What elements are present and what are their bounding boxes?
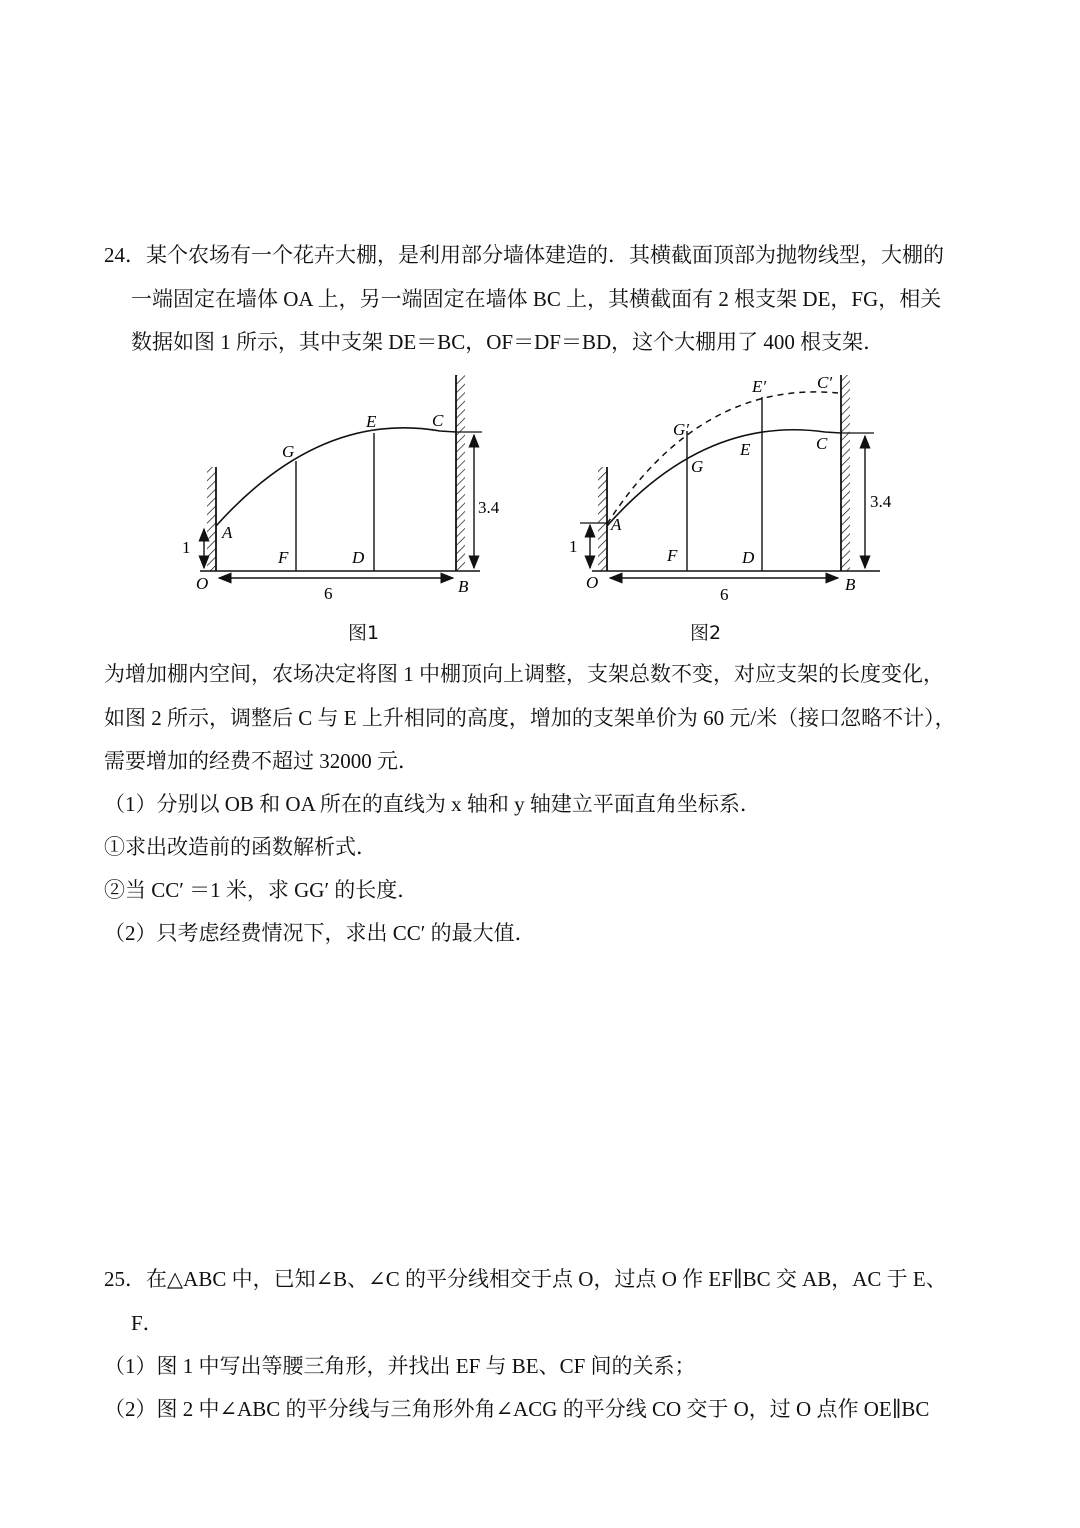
wall-BC-hatch xyxy=(841,375,850,571)
wall-OA-hatch xyxy=(207,467,216,571)
label-G: G xyxy=(691,457,704,476)
label-A: A xyxy=(611,515,622,534)
raised-parabola-roof xyxy=(607,392,838,524)
figure-1-caption: 图1 xyxy=(348,622,380,644)
dim-width-value: 6 xyxy=(720,585,729,604)
q25-line-1: 25．在△ABC 中，已知∠B、∠C 的平分线相交于点 O，过点 O 作 EF∥BC 交 AB，AC 于 E、 xyxy=(104,1267,947,1291)
wall-OA-hatch xyxy=(598,467,607,571)
wall-BC-hatch xyxy=(456,375,465,571)
q24-part-1: （1）分别以 OB 和 OA 所在的直线为 x 轴和 y 轴建立平面直角坐标系． xyxy=(104,792,761,816)
label-G-prime: G′ xyxy=(673,420,689,439)
q24-line-1: 24．某个农场有一个花卉大棚，是利用部分墙体建造的．其横截面顶部为抛物线型，大棚的 xyxy=(104,243,944,267)
label-O: O xyxy=(196,574,209,593)
label-C: C xyxy=(816,434,828,453)
figure-1 xyxy=(170,365,530,610)
label-C-prime: C′ xyxy=(817,373,833,392)
q24-para-line-1: 为增加棚内空间，农场决定将图 1 中棚顶向上调整，支架总数不变，对应支架的长度变化， xyxy=(104,662,944,686)
label-F: F xyxy=(278,548,289,567)
label-E-prime: E′ xyxy=(752,377,767,396)
q24-part-1-i: ①求出改造前的函数解析式． xyxy=(104,835,377,859)
label-G: G xyxy=(282,442,295,461)
q24-line-3: 数据如图 1 所示，其中支架 DE＝BC，OF＝DF＝BD，这个大棚用了 400 根支架． xyxy=(131,330,885,354)
label-B: B xyxy=(458,577,469,596)
dim-height-C-value: 3.4 xyxy=(478,498,500,517)
q24-line-2: 一端固定在墙体 OA 上，另一端固定在墙体 BC 上，其横截面有 2 根支架 DE，FG，相关 xyxy=(131,287,942,311)
dim-height-A-value: 1 xyxy=(569,537,578,556)
label-E: E xyxy=(366,412,377,431)
label-O: O xyxy=(586,573,599,592)
q24-part-2: （2）只考虑经费情况下，求出 CC′ 的最大值． xyxy=(104,921,536,945)
q24-part-1-ii: ②当 CC′ ＝1 米，求 GG′ 的长度． xyxy=(104,878,419,902)
q25-part-1: （1）图 1 中写出等腰三角形，并找出 EF 与 BE、CF 间的关系； xyxy=(104,1354,696,1378)
q25-part-2: （2）图 2 中∠ABC 的平分线与三角形外角∠ACG 的平分线 CO 交于 O，过 O 点作 OE∥BC xyxy=(104,1397,930,1421)
label-F: F xyxy=(667,546,678,565)
q25-line-2: F． xyxy=(131,1311,164,1335)
label-D: D xyxy=(352,548,365,567)
dim-height-A-value: 1 xyxy=(182,538,191,557)
figure-2 xyxy=(565,365,900,610)
dim-width-value: 6 xyxy=(324,584,333,603)
q24-para-line-2: 如图 2 所示，调整后 C 与 E 上升相同的高度，增加的支架单价为 60 元/米（接口忽略不计）， xyxy=(104,706,956,730)
label-A: A xyxy=(222,523,233,542)
figure-2-caption: 图2 xyxy=(690,622,722,644)
q24-para-line-3: 需要增加的经费不超过 32000 元． xyxy=(104,749,419,773)
label-B: B xyxy=(845,575,856,594)
parabola-roof xyxy=(216,428,456,526)
dim-height-C-value: 3.4 xyxy=(870,492,892,511)
label-C: C xyxy=(432,411,444,430)
label-D: D xyxy=(742,548,755,567)
label-E: E xyxy=(740,440,751,459)
